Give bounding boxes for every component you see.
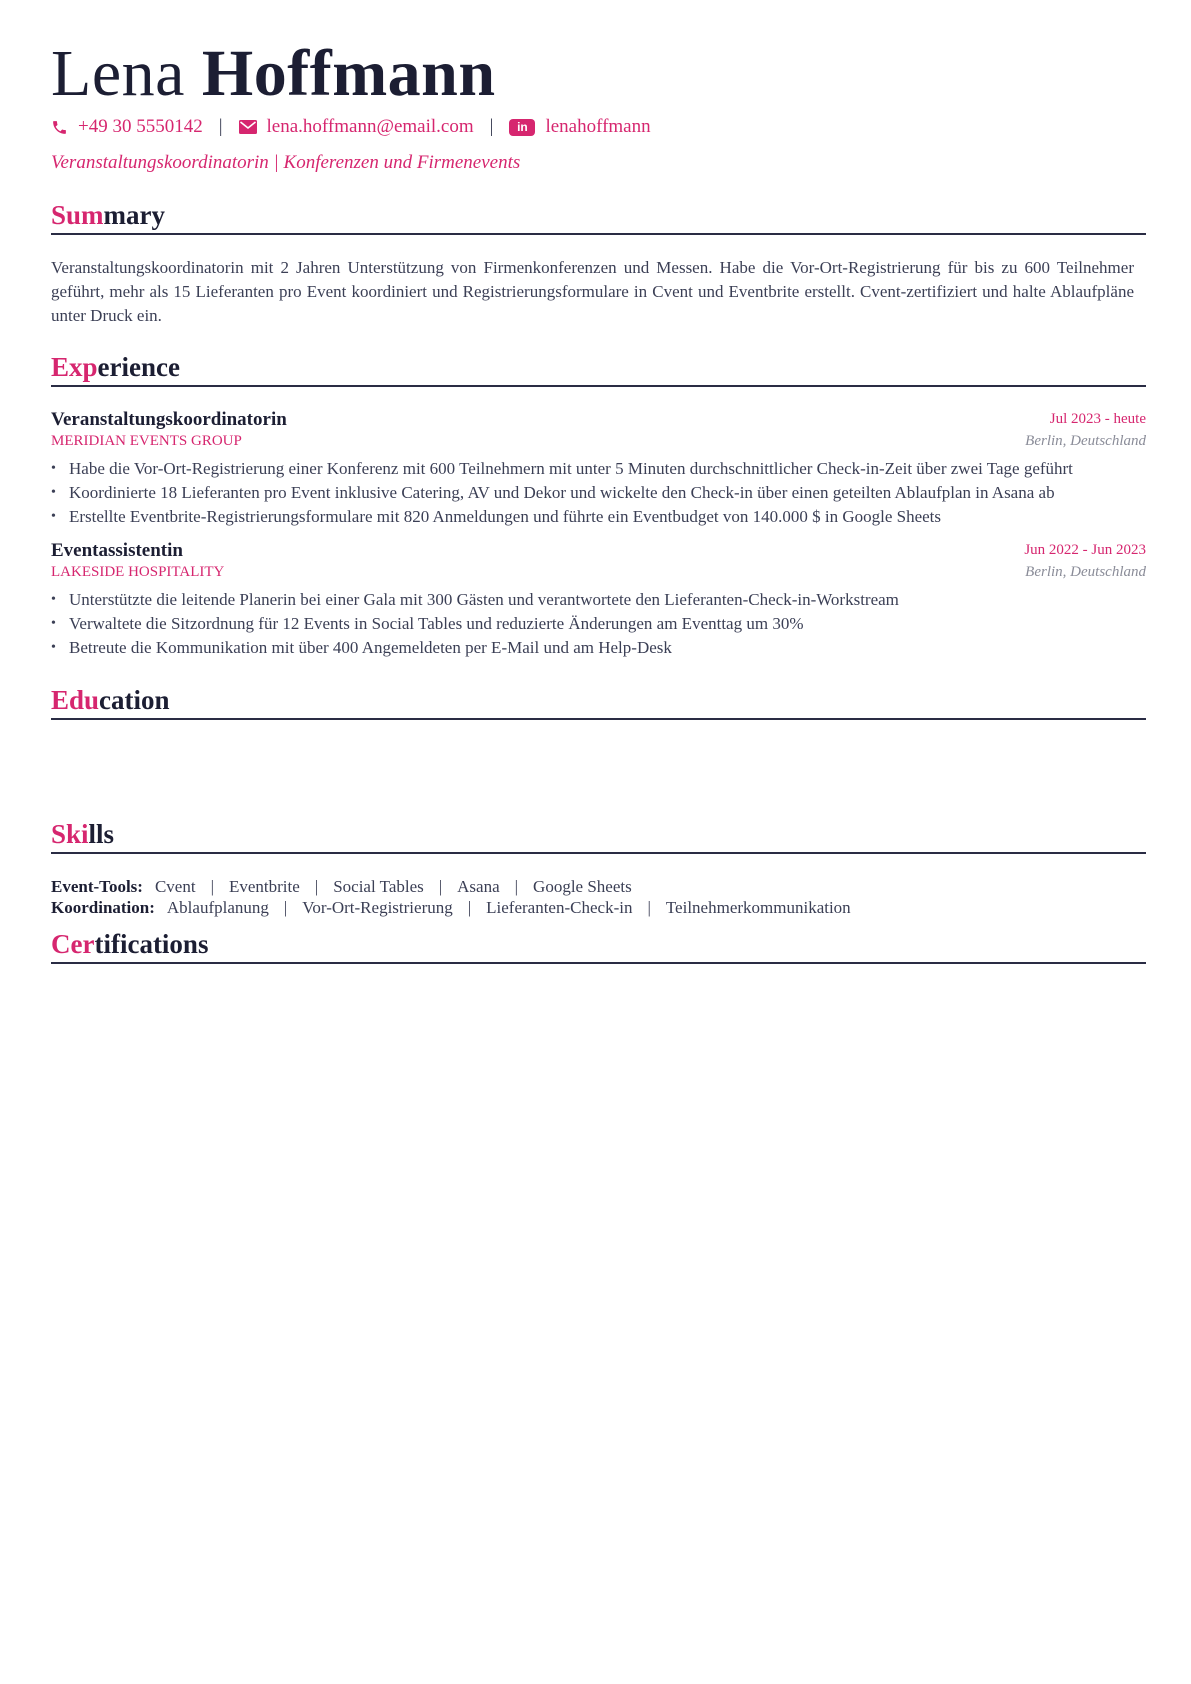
skill-item: Teilnehmerkommunikation [665, 898, 851, 917]
skill-row [51, 876, 851, 897]
job-bullets [51, 457, 1146, 529]
skill-row [51, 897, 851, 918]
contact-separator: | [489, 116, 494, 137]
skills-heading: Skills [51, 818, 1146, 854]
skill-item: Cvent [154, 877, 196, 896]
skill-item: Lieferanten-Check-in [486, 898, 633, 917]
skill-category: Event-Tools: [51, 877, 143, 896]
phone-number[interactable]: +49 30 5550142 [78, 116, 203, 137]
skill-separator: | [467, 898, 472, 917]
bullet-item: • Verwaltete die Sitzordnung für 12 Events in Social Tables und reduzierte Änderungen am Eventtag um 30% [51, 612, 1146, 636]
last-name: Hoffmann [201, 37, 496, 110]
linkedin-link[interactable]: lenahoffmann [545, 116, 651, 137]
contact-separator: | [218, 116, 223, 137]
experience-heading: Experience [51, 351, 1146, 387]
linkedin-contact [509, 116, 650, 138]
email-link[interactable]: lena.hoffmann@email.com [266, 116, 474, 137]
skill-item: Google Sheets [533, 877, 632, 896]
contact-line [51, 114, 651, 140]
skill-category: Koordination: [51, 898, 155, 917]
summary-heading: Summary [51, 199, 1146, 235]
skills-list [51, 876, 851, 918]
job-location: Berlin, Deutschland [1025, 433, 1146, 449]
phone-icon [51, 119, 68, 136]
skill-item: Vor-Ort-Registrierung [302, 898, 453, 917]
job-dates: Jun 2022 - Jun 2023 [1024, 542, 1146, 558]
job-company: LAKESIDE HOSPITALITY [51, 564, 225, 580]
bullet-item: • Betreute die Kommunikation mit über 400 Angemeldeten per E-Mail und am Help-Desk [51, 636, 1146, 660]
job-dates: Jul 2023 - heute [1049, 411, 1146, 427]
summary-text: Veranstaltungskoordinatorin mit 2 Jahren Unterstützung von Firmenkonferenzen und Messen. Habe die Vor-Ort-Registrierung für bis zu 600 Teilnehmer geführt, mehr als 15 Lieferanten pro Event koordiniert und Registrierungsformulare in Cvent und Eventbrite erstellt. Cvent-zertifiziert und halte Ablaufpläne unter Druck ein. [51, 258, 1134, 325]
tagline: Veranstaltungskoordinatorin | Konferenzen und Firmenevents [51, 152, 521, 173]
bullet-item: • Koordinierte 18 Lieferanten pro Event inklusive Catering, AV und Dekor und wickelte den Check-in über einen geteilten Ablaufplan in Asana ab [51, 481, 1146, 505]
skill-separator: | [210, 877, 214, 896]
skill-item: Social Tables [333, 877, 424, 896]
skill-item: Eventbrite [228, 877, 300, 896]
skill-item: Ablaufplanung [166, 898, 269, 917]
candidate-name [51, 38, 496, 110]
phone-contact [51, 116, 203, 138]
skill-item: Asana [457, 877, 500, 896]
linkedin-icon: in [509, 119, 535, 136]
job-bullets [51, 588, 1146, 660]
skill-separator: | [314, 877, 319, 896]
skill-separator: | [438, 877, 443, 896]
education-heading: Education [51, 684, 1146, 720]
envelope-icon [239, 120, 257, 134]
skill-separator: | [283, 898, 288, 917]
email-contact [239, 116, 474, 138]
certifications-heading: Certifications [51, 928, 1146, 964]
bullet-item: • Erstellte Eventbrite-Registrierungsformulare mit 820 Anmeldungen und führte ein Eventbudget von 140.000 $ in Google Sheets [51, 505, 1146, 529]
job-title: Eventassistentin [51, 540, 183, 561]
bullet-item: • Unterstützte die leitende Planerin bei einer Gala mit 300 Gästen und verantwortete den Lieferanten-Check-in-Workstream [51, 588, 1146, 612]
skill-separator: | [647, 898, 651, 917]
job-company: MERIDIAN EVENTS GROUP [51, 433, 242, 449]
skill-separator: | [514, 877, 519, 896]
bullet-item: • Habe die Vor-Ort-Registrierung einer Konferenz mit 600 Teilnehmern mit unter 5 Minuten durchschnittlicher Check-in-Zeit über zwei Tage geführt [51, 457, 1146, 481]
first-name: Lena [51, 37, 185, 110]
job-title: Veranstaltungskoordinatorin [51, 409, 287, 430]
job-location: Berlin, Deutschland [1025, 564, 1146, 580]
